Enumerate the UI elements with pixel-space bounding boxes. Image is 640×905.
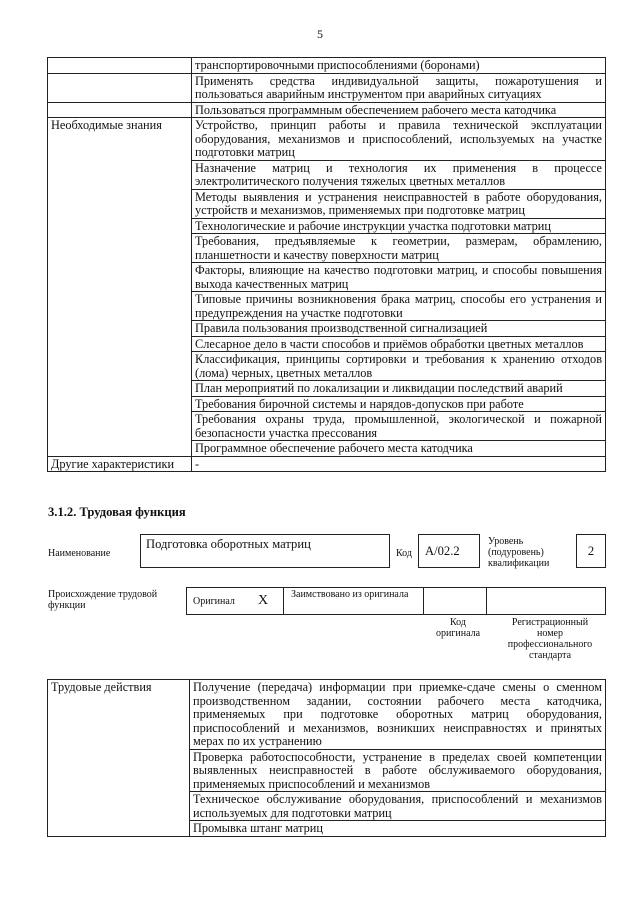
level-box	[576, 534, 606, 568]
page-number: 5	[317, 27, 323, 41]
table-cell: Классификация, принципы сортировки и требования к хранению отходов (лома) черных, цветных металлов	[192, 352, 606, 381]
table-cell: Проверка работоспособности, устранение в пределах своей компетенции выявленных неисправностей в работе обслуживаемого оборудования, применяемых приспособлений и механизмов	[190, 749, 606, 792]
level-label: Уровень (подуровень) квалификации	[488, 536, 550, 569]
table-cell: Назначение матриц и технология их применения в процессе электролитического получения тяжелых цветных металлов	[192, 160, 606, 189]
table-cell: Методы выявления и устранения неисправностей в работе оборудования, устройств и механизмов, применяемых при подготовке матриц	[192, 189, 606, 218]
table-cell: Устройство, принцип работы и правила технической эксплуатации оборудования, механизмов и приспособлений, используемых на участке подготовки матриц	[192, 118, 606, 161]
table-row	[48, 58, 606, 74]
table-cell: Требования бирочной системы и нарядов-допусков при работе	[192, 396, 606, 412]
table-row	[48, 102, 606, 118]
other-value: -	[192, 456, 606, 472]
table-row	[48, 118, 606, 161]
name-value: Подготовка оборотных матриц	[146, 537, 311, 551]
reg-number-label: Регистрационный номер профессионального стандарта	[507, 617, 593, 661]
origin-label: Происхождение трудовой функции	[48, 589, 158, 611]
other-label: Другие характеристики	[48, 456, 192, 472]
origin-divider	[283, 587, 284, 615]
table-cell: План мероприятий по локализации и ликвидации последствий аварий	[192, 381, 606, 397]
table-cell: транспортировочными приспособлениями (боронами)	[192, 58, 606, 74]
knowledge-table	[47, 57, 606, 472]
code-value: А/02.2	[425, 544, 460, 558]
table-cell: Факторы, влияющие на качество подготовки матриц, и способы повышения выхода качественных матриц	[192, 263, 606, 292]
table-row	[48, 456, 606, 472]
code-label: Код	[396, 548, 412, 559]
code-box	[418, 534, 480, 568]
table-cell: Слесарное дело в части способов и приёмов обработки цветных металлов	[192, 336, 606, 352]
code-original-label: Код оригинала	[435, 617, 481, 639]
table-cell: Пользоваться программным обеспечением рабочего места катодчика	[192, 102, 606, 118]
table-cell: Правила пользования производственной сигнализацией	[192, 321, 606, 337]
level-value: 2	[587, 544, 595, 558]
table-cell: Требования охраны труда, промышленной, экологической и пожарной безопасности участка прессования	[192, 412, 606, 441]
table-cell: Промывка штанг матриц	[190, 821, 606, 837]
table-cell: Требования, предъявляемые к геометрии, размерам, обрамлению, планшетности и качеству поверхности матриц	[192, 234, 606, 263]
table-cell: Применять средства индивидуальной защиты, пожаротушения и пользоваться аварийным инструментом при аварийных ситуациях	[192, 73, 606, 102]
origin-divider	[423, 587, 424, 615]
origin-divider	[486, 587, 487, 615]
knowledge-label: Необходимые знания	[48, 118, 192, 457]
name-label: Наименование	[48, 548, 111, 559]
section-heading: 3.1.2. Трудовая функция	[48, 505, 186, 519]
table-cell-empty	[48, 58, 192, 74]
borrowed-label: Заимствовано из оригинала	[291, 589, 409, 600]
table-cell: Типовые причины возникновения брака матриц, способы его устранения и предупреждения на участке подготовки	[192, 292, 606, 321]
table-cell: Технологические и рабочие инструкции участка подготовки матриц	[192, 218, 606, 234]
table-cell-empty	[48, 102, 192, 118]
table-cell: Получение (передача) информации при приемке-сдаче смены о сменном производственном задании, состоянии рабочего места катодчика, применяемых при подготовке оборотных матриц оборудования, приспособлений и механизмов, возникших неисправностях и принятых мерах по их устранению	[190, 680, 606, 750]
original-label: Оригинал	[193, 596, 235, 607]
table-cell-empty	[48, 73, 192, 102]
table-cell: Программное обеспечение рабочего места катодчика	[192, 441, 606, 457]
name-box	[140, 534, 390, 568]
table-cell: Техническое обслуживание оборудования, приспособлений и механизмов используемых для подготовки матриц	[190, 792, 606, 821]
original-mark: X	[258, 593, 269, 608]
actions-table	[47, 679, 606, 837]
table-row	[48, 73, 606, 102]
table-row	[48, 680, 606, 750]
actions-label: Трудовые действия	[48, 680, 190, 837]
